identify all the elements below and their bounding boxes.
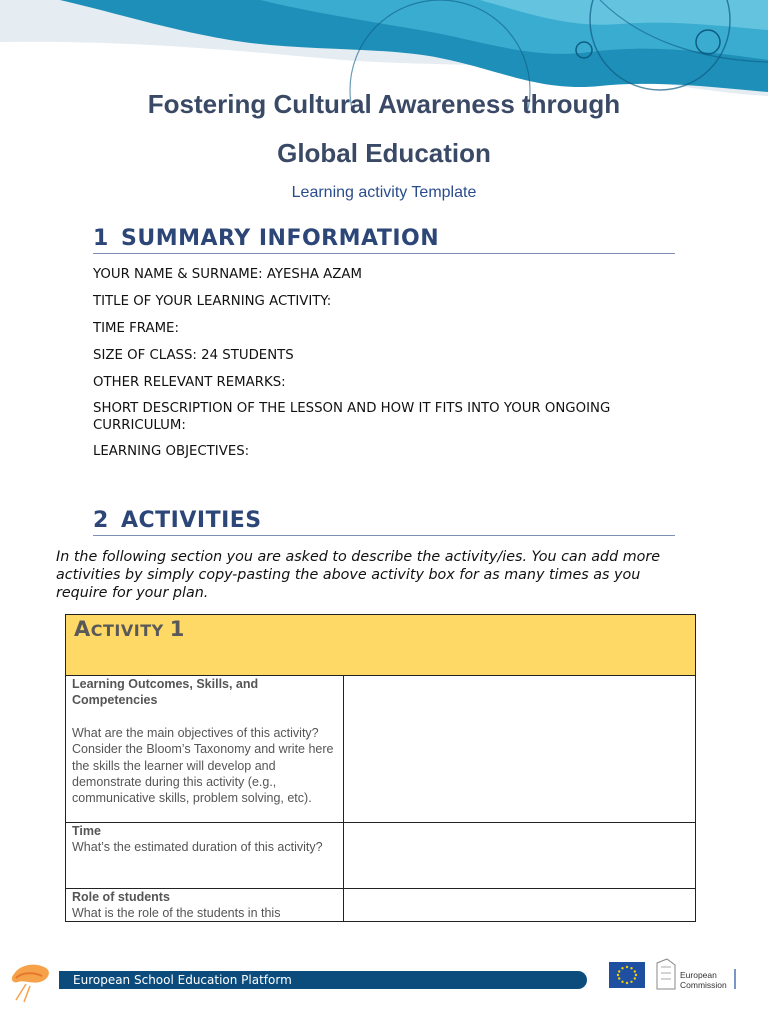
field-class-size: SIZE OF CLASS: 24 STUDENTS [93, 348, 294, 363]
european-commission-label: European Commission [680, 970, 727, 990]
section-1-heading [93, 226, 675, 254]
field-name: YOUR NAME & SURNAME: AYESHA AZAM [93, 267, 362, 282]
role-label: Role of students [72, 890, 170, 904]
footer-platform-bar: European School Education Platform [59, 971, 587, 989]
activity-header: ACTIVITY 1 [74, 617, 185, 641]
outcomes-label-cell [66, 676, 344, 823]
table-row [66, 676, 696, 823]
table-row [66, 889, 696, 922]
role-label-cell [66, 889, 344, 922]
role-input-cell[interactable] [344, 889, 696, 922]
field-time-frame: TIME FRAME: [93, 321, 179, 336]
document-subtitle: Learning activity Template [291, 184, 477, 201]
field-description: SHORT DESCRIPTION OF THE LESSON AND HOW IT FITS INTO YOUR ONGOING CURRICULUM: [93, 401, 611, 433]
field-remarks: OTHER RELEVANT REMARKS: [93, 375, 286, 390]
outcomes-help-text: What are the main objectives of this activity? Consider the Bloom’s Taxonomy and write here the skills the learner will develop and demonstrate during this activity (e.g., communicative skills, problem solving, etc). [72, 725, 334, 806]
activity-table [65, 614, 696, 922]
time-label: Time [72, 824, 101, 838]
outcomes-label: Learning Outcomes, Skills, and Competencies [72, 677, 259, 708]
document-title-line-1: Fostering Cultural Awareness through [147, 89, 621, 119]
role-help-text: What is the role of the students in this [72, 906, 281, 921]
activities-intro: In the following section you are asked to describe the activity/ies. You can add more activities by simply copy-pasting the above activity box for as many times as you require for your plan. [56, 549, 661, 601]
table-row [66, 823, 696, 889]
eu-flag-icon [609, 960, 651, 990]
document-title-line-2: Global Education [277, 138, 491, 168]
section-1-number: 1 [93, 226, 109, 251]
time-help-text: What’s the estimated duration of this activity? [72, 840, 323, 855]
school-platform-logo-icon [6, 960, 56, 1004]
field-objectives: LEARNING OBJECTIVES: [93, 444, 250, 459]
outcomes-input-cell[interactable] [344, 676, 696, 823]
time-input-cell[interactable] [344, 823, 696, 889]
activity-header-cell [66, 615, 696, 676]
field-activity-title: TITLE OF YOUR LEARNING ACTIVITY: [93, 294, 332, 309]
section-2-heading [93, 508, 675, 536]
section-2-number: 2 [93, 508, 109, 533]
section-2-title: ACTIVITIES [121, 508, 262, 533]
section-1-title: SUMMARY INFORMATION [121, 226, 440, 251]
time-label-cell [66, 823, 344, 889]
